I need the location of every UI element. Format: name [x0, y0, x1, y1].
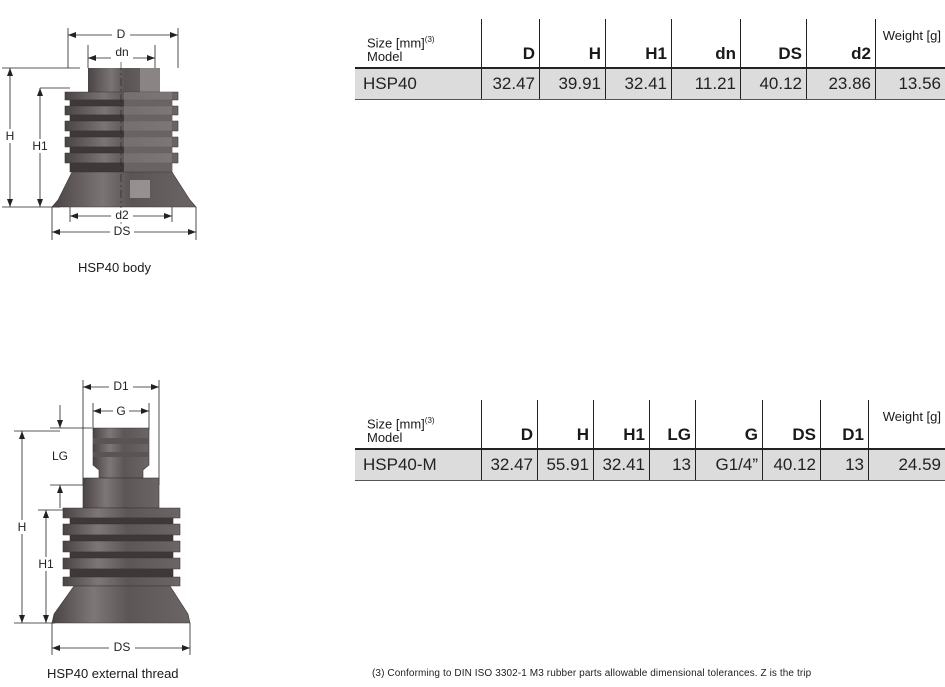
cell-lg: 13 — [650, 449, 696, 481]
header-h: H — [540, 19, 606, 68]
suction-cup-body — [52, 62, 196, 224]
suction-cup-threaded — [52, 428, 190, 623]
cell-d: 32.47 — [482, 449, 538, 481]
label-lg: LG — [51, 449, 69, 463]
cell-weight: 13.56 — [876, 68, 945, 100]
header-model: Size [mm]$^{(3)}$ Model — [355, 19, 482, 68]
footnote: (3) Conforming to DIN ISO 3302-1 M3 rubber parts allowable dimensional tolerances. Z is the trip — [372, 668, 812, 679]
label-h: H — [5, 129, 15, 143]
header-weight: Weight [g] — [876, 19, 945, 68]
cell-d2: 23.86 — [807, 68, 876, 100]
label-h-bottom: H — [17, 520, 27, 534]
cell-h1: 32.41 — [594, 449, 650, 481]
cell-model: HSP40 — [355, 68, 482, 100]
header-h1: H1 — [606, 19, 672, 68]
cell-dn: 11.21 — [672, 68, 741, 100]
header-d: D — [482, 19, 540, 68]
cell-h1: 32.41 — [606, 68, 672, 100]
label-ds: DS — [113, 224, 131, 238]
header-dn: dn — [672, 19, 741, 68]
caption-hsp40-body: HSP40 body — [78, 260, 151, 275]
cell-ds: 40.12 — [763, 449, 821, 481]
label-ds-bottom: DS — [113, 640, 131, 654]
header-d2: d2 — [807, 19, 876, 68]
cell-h: 39.91 — [540, 68, 606, 100]
header-g: G — [696, 400, 763, 449]
cell-g: G1/4” — [696, 449, 763, 481]
header-d1: D1 — [821, 400, 869, 449]
header-model: Size [mm]$^{(3)}$ Model — [355, 400, 482, 449]
header-weight: Weight [g] — [869, 400, 945, 449]
caption-hsp40-thread: HSP40 external thread — [47, 666, 179, 681]
header-ds: DS — [741, 19, 807, 68]
spec-table-hsp40 — [355, 19, 945, 100]
label-g: G — [116, 404, 126, 418]
hsp40-body-drawing — [0, 0, 340, 260]
header-h: H — [538, 400, 594, 449]
cell-model: HSP40-M — [355, 449, 482, 481]
label-dn: dn — [115, 45, 129, 59]
table-row — [355, 449, 945, 481]
label-h1: H1 — [32, 139, 48, 153]
spec-table-hsp40-m — [355, 400, 945, 481]
header-lg: LG — [650, 400, 696, 449]
header-h1: H1 — [594, 400, 650, 449]
label-h1-bottom: H1 — [38, 557, 54, 571]
label-d: D — [116, 27, 126, 41]
cell-ds: 40.12 — [741, 68, 807, 100]
cell-h: 55.91 — [538, 449, 594, 481]
header-ds: DS — [763, 400, 821, 449]
hsp40-thread-drawing — [0, 370, 340, 665]
label-d1: D1 — [113, 379, 129, 393]
header-d: D — [482, 400, 538, 449]
table-row — [355, 68, 945, 100]
cell-d1: 13 — [821, 449, 869, 481]
cell-weight: 24.59 — [869, 449, 945, 481]
label-d2: d2 — [115, 208, 129, 222]
cell-d: 32.47 — [482, 68, 540, 100]
